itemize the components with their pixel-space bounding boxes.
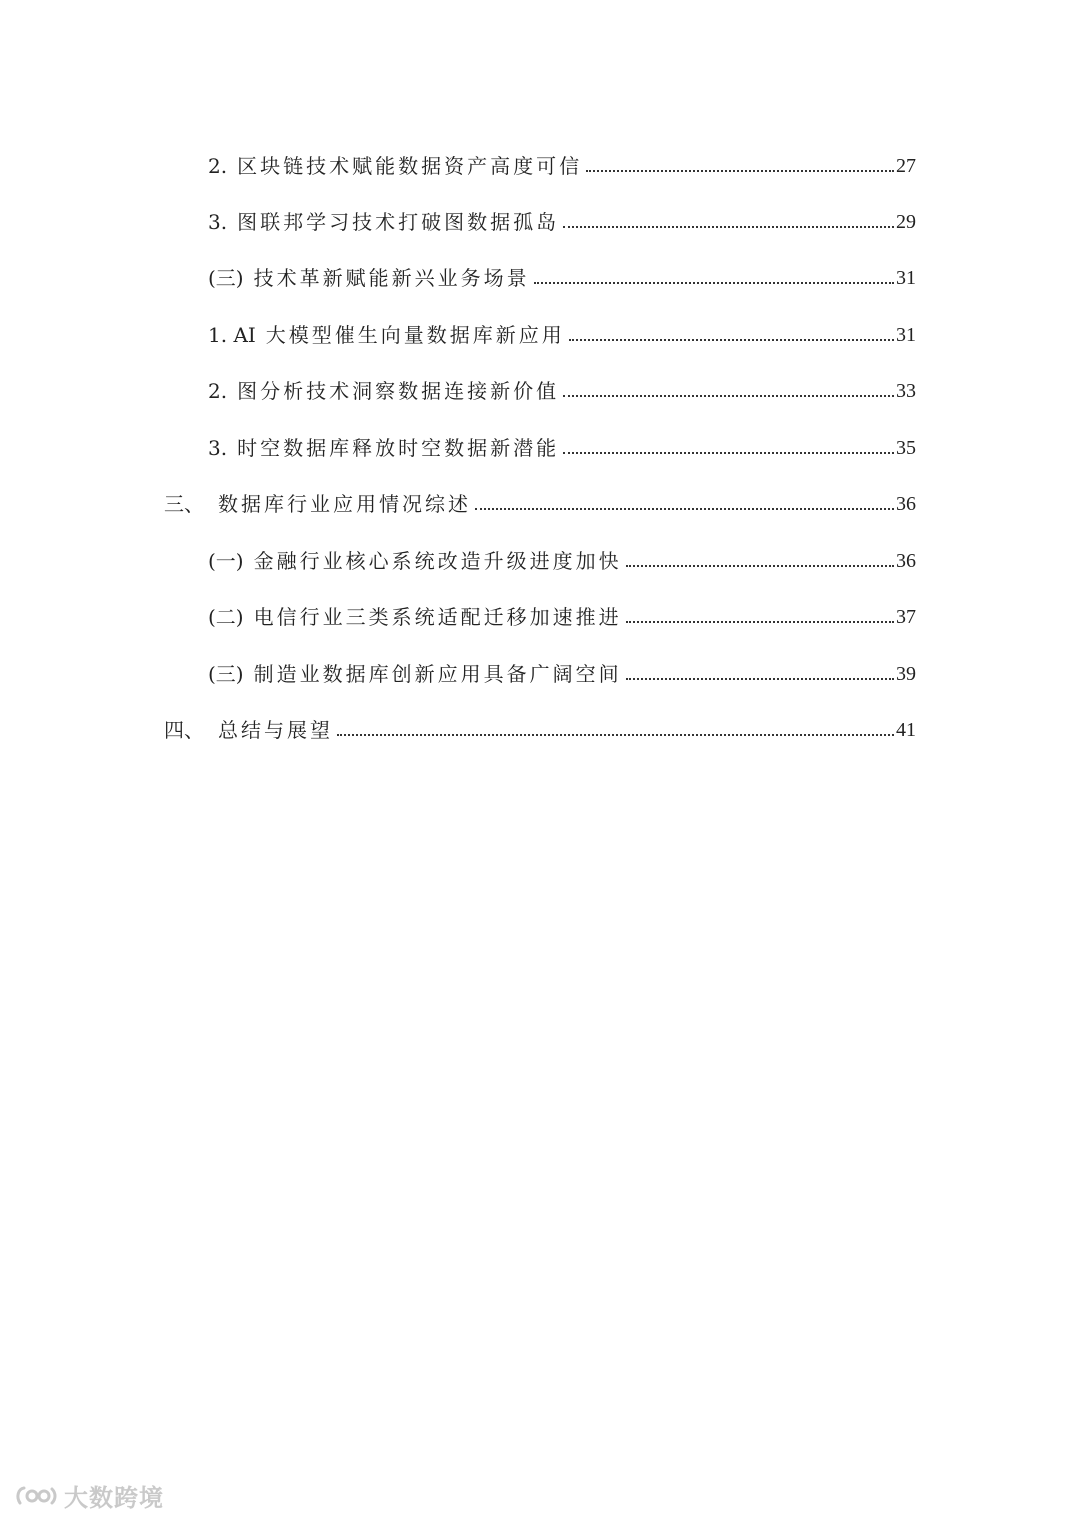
toc-entry-page: 33 (896, 380, 916, 402)
toc-entry-number: 3. (208, 436, 228, 460)
toc-dot-leader (475, 508, 894, 510)
watermark-text: 大数跨境 (64, 1484, 164, 1512)
toc-entry-page: 27 (896, 155, 916, 177)
toc-entry-title: 电信行业三类系统适配迁移加速推进 (253, 605, 622, 629)
toc-dot-leader (563, 452, 894, 454)
toc-entry-title: 区块链技术赋能数据资产高度可信 (237, 154, 583, 178)
toc-entry-page: 37 (896, 606, 916, 628)
toc-entry-number: 四、 (164, 718, 204, 742)
toc-entry-page: 31 (896, 267, 916, 289)
toc-entry-title: 时空数据库释放时空数据新潜能 (237, 436, 560, 460)
watermark (14, 1478, 164, 1513)
toc-entry-page: 29 (896, 211, 916, 233)
toc-entry[interactable] (208, 424, 916, 460)
toc-entry[interactable] (208, 537, 916, 573)
toc-entry-title: 总结与展望 (218, 718, 333, 742)
toc-entry-page: 35 (896, 437, 916, 459)
toc-entry-title: 图分析技术洞察数据连接新价值 (237, 379, 560, 403)
toc-entry[interactable] (208, 254, 916, 290)
toc-entry-number: 2. (208, 379, 228, 403)
toc-dot-leader (534, 282, 894, 284)
toc-entry-page: 41 (896, 719, 916, 741)
toc-dot-leader (337, 734, 894, 736)
toc-entry-number: (一) (208, 549, 244, 573)
toc-entry-page: 36 (896, 550, 916, 572)
toc-dot-leader (569, 339, 894, 341)
toc-entry-number: 1. AI (208, 323, 256, 347)
toc-entry-title: 制造业数据库创新应用具备广阔空间 (253, 662, 622, 686)
toc-entry-title: 金融行业核心系统改造升级进度加快 (253, 549, 622, 573)
toc-entry-title: 数据库行业应用情况综述 (218, 492, 471, 516)
toc-entry-number: 3. (208, 210, 228, 234)
toc-entry[interactable] (164, 480, 916, 516)
toc-entry-number: (三) (208, 662, 244, 686)
toc-dot-leader (563, 226, 894, 228)
toc-entry-number: 2. (208, 154, 228, 178)
toc-dot-leader (626, 678, 894, 680)
toc-entry[interactable] (164, 706, 916, 742)
toc-entry-page: 39 (896, 663, 916, 685)
toc-entry-number: (三) (208, 266, 244, 290)
toc-entry[interactable] (208, 650, 916, 686)
toc-dot-leader (586, 170, 894, 172)
toc-entry-title: 大模型催生向量数据库新应用 (265, 323, 565, 347)
watermark-logo-icon (14, 1483, 58, 1509)
toc-dot-leader (626, 565, 894, 567)
toc-entry-title: 技术革新赋能新兴业务场景 (253, 266, 530, 290)
toc-entry-page: 31 (896, 324, 916, 346)
toc-dot-leader (626, 621, 894, 623)
toc-entry[interactable] (208, 198, 916, 234)
toc-entry[interactable] (208, 593, 916, 629)
toc-entry-number: 三、 (164, 492, 204, 516)
toc-entry[interactable] (208, 311, 916, 347)
toc-entry-page: 36 (896, 493, 916, 515)
toc-entry[interactable] (208, 367, 916, 403)
toc-entry-title: 图联邦学习技术打破图数据孤岛 (237, 210, 560, 234)
toc-dot-leader (563, 395, 894, 397)
toc-entry[interactable] (208, 142, 916, 178)
toc-entry-number: (二) (208, 605, 244, 629)
